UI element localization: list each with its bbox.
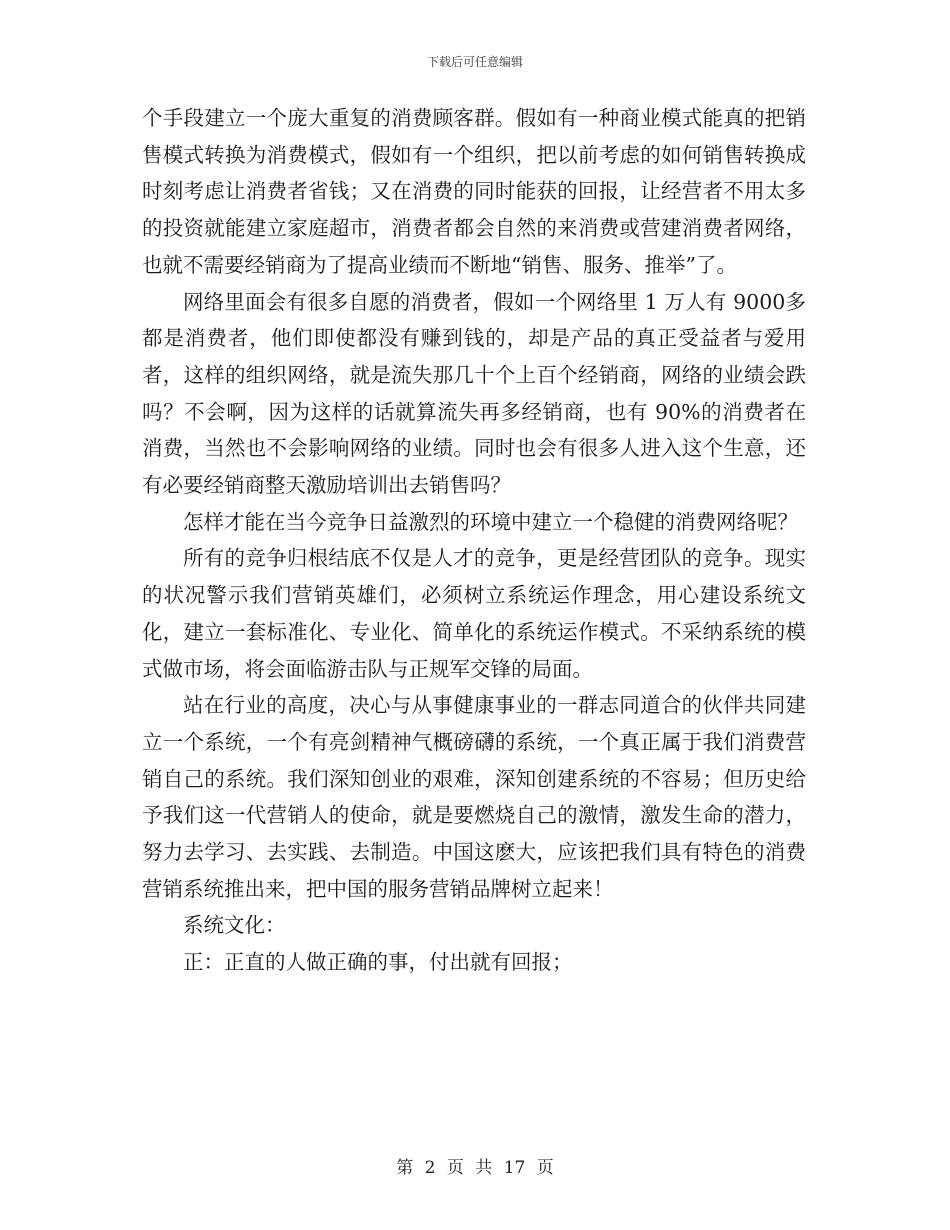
paragraph-competition: 所有的竞争归根结底不仅是人才的竞争，更是经营团队的竞争。现实的状况警示我们营销英雄们，必须树立系统运作理念，用心建设系统文化，建立一套标准化、专业化、简单化的系统运作模式。不采纳系统的模式做市场，将会面临游击队与正规军交锋的局面。 <box>142 546 806 681</box>
paragraph-question: 怎样才能在当今竞争日益激烈的环境中建立一个稳健的消费网络呢？ <box>183 509 798 534</box>
paragraph-culture-item-zheng: 正：正直的人做正确的事，付出就有回报； <box>183 950 573 975</box>
paragraph-consumer-network: 网络里面会有很多自愿的消费者，假如一个网络里 1 万人有 9000多都是消费者，他们即使都没有赚到钱的，却是产品的真正受益者与爱用者，这样的组织网络，就是流失那几十个上百个经销商，网络的业绩会跌吗？不会啊，因为这样的话就算流失再多经销商，也有 90%的消费者在消费，当然也不会影响网络的业绩。同时也会有很多人进入这个生意，还有必要经销商整天激励培训出去销售吗？ <box>142 289 806 498</box>
paragraph-industry-vision: 站在行业的高度，决心与从事健康事业的一群志同道合的伙伴共同建立一个系统，一个有亮剑精神气概磅礴的系统，一个真正属于我们消费营销自己的系统。我们深知创业的艰难，深知创建系统的不容易；但历史给予我们这一代营销人的使命，就是要燃烧自己的激情，激发生命的潜力，努力去学习、去实践、去制造。中国这麽大，应该把我们具有特色的消费营销系统推出来，把中国的服务营销品牌树立起来！ <box>142 693 806 901</box>
paragraph-system-culture-heading: 系统文化： <box>183 913 286 938</box>
page-header-note: 下载后可任意编辑 <box>426 55 523 69</box>
paragraph-continuation: 个手段建立一个庞大重复的消费顾客群。假如有一种商业模式能真的把销售模式转换为消费模式，假如有一个组织，把以前考虑的如何销售转换成时刻考虑让消费者省钱；又在消费的同时能获的回报，让经营者不用太多的投资就能建立家庭超市，消费者都会自然的来消费或营建消费者网络，也就不需要经销商为了提高业绩而不断地“销售、服务、推举”了。 <box>142 106 806 277</box>
page-number: 第 2 页 共 17 页 <box>396 1158 554 1178</box>
document-body <box>142 100 806 981</box>
